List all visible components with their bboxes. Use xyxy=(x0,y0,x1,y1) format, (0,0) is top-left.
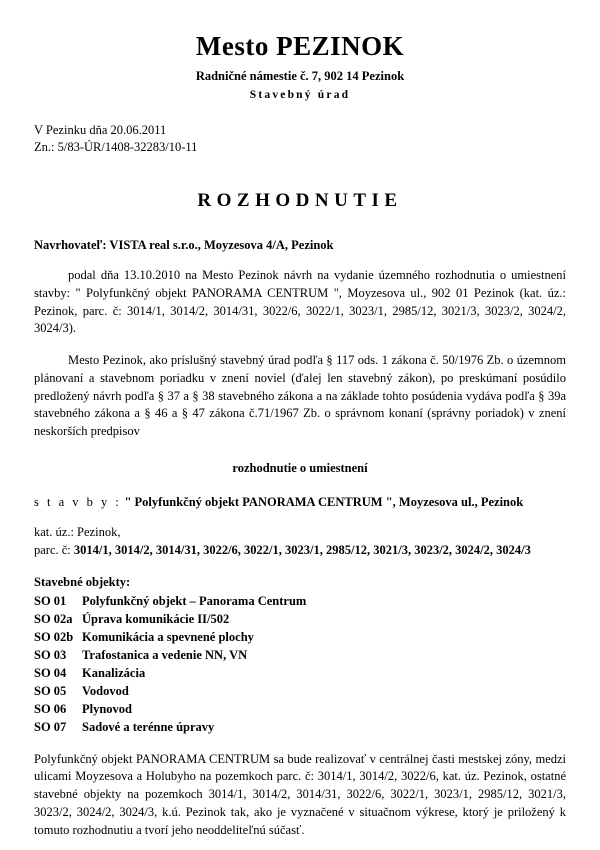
page-title: Mesto PEZINOK xyxy=(195,31,405,61)
list-item xyxy=(34,592,566,610)
list-item xyxy=(34,646,566,664)
paragraph-legal-basis: Mesto Pezinok, ako príslušný stavebný úrad podľa § 117 ods. 1 zákona č. 50/1976 Zb. o územnom plánovaní a stavebnom poriadku v znení noviel (ďalej len stavebný zákon), po preskúmaní posúdilo predložený návrh podľa § 37 a § 38 stavebného zákona a na základe tohto posúdenia vydáva podľa § 39a stavebného zákona a § 46 a § 47 zákona č.71/1967 Zb. o správnom konaní (správny poriadok) v znení neskorších predpisov xyxy=(34,353,566,439)
list-item xyxy=(34,664,566,682)
parcel-label: parc. č: xyxy=(34,542,71,557)
list-item xyxy=(34,682,566,700)
object-code: SO 03 xyxy=(34,647,67,662)
applicant-label: Navrhovateľ: xyxy=(34,238,107,253)
reference-number: Zn.: 5/83-ÚR/1408-32283/10-11 xyxy=(34,140,198,155)
object-name: Vodovod xyxy=(82,684,129,699)
cadastre-label: kat. úz.: Pezinok, xyxy=(34,524,121,539)
document-heading: ROZHODNUTIE xyxy=(197,190,403,212)
object-name: Úprava komunikácie II/502 xyxy=(82,611,230,626)
object-name: Kanalizácia xyxy=(82,666,146,681)
object-code: SO 07 xyxy=(34,720,67,735)
object-code: SO 06 xyxy=(34,702,67,717)
document-meta xyxy=(34,122,566,158)
object-code: SO 01 xyxy=(34,593,67,608)
object-name: Plynovod xyxy=(82,702,133,717)
parcel-value: 3014/1, 3014/2, 3014/31, 3022/6, 3022/1, 3023/1, 2985/12, 3021/3, 3023/2, 3024/2, 3024/3 xyxy=(73,542,531,557)
object-code: SO 02a xyxy=(34,611,73,626)
list-item xyxy=(34,718,566,736)
object-name: Polyfunkčný objekt – Panorama Centrum xyxy=(82,593,307,608)
object-code: SO 02b xyxy=(34,629,74,644)
construction-value: " Polyfunkčný objekt PANORAMA CENTRUM ", Moyzesova ul., Pezinok xyxy=(124,494,524,509)
place-date: V Pezinku dňa 20.06.2011 xyxy=(34,122,167,137)
construction-label: s t a v b y : xyxy=(34,494,122,509)
org-address: Radničné námestie č. 7, 902 14 Pezinok xyxy=(195,68,405,83)
object-name: Komunikácia a spevnené plochy xyxy=(82,629,254,644)
objects-heading: Stavebné objekty: xyxy=(34,575,131,590)
applicant-value: VISTA real s.r.o., Moyzesova 4/A, Pezinok xyxy=(109,238,334,253)
paragraph-location-description: Polyfunkčný objekt PANORAMA CENTRUM sa bude realizovať v centrálnej časti mestskej zóny, medzi ulicami Moyzesova a Holubyho na pozemkoch parc. č: 3014/1, 3014/2, 3022/6, kat. úz. Pezinok, ostatné stavebné objekty na pozemkoch 3014/1, 3014/2, 3014/31, 3022/6, 3022/1, 3023/1, 2985/12, 3021/3, 3023/2, 3024/2, 3024/3, k.ú. Pezinok tak, ako je vyznačené v situačnom výkrese, ktorý je priložený k tomuto rozhodnutiu a tvorí jeho neoddeliteľnú súčasť. xyxy=(34,751,566,837)
list-item xyxy=(34,628,566,646)
paragraph-submission: podal dňa 13.10.2010 na Mesto Pezinok návrh na vydanie územného rozhodnutia o umiestnení stavby: " Polyfunkčný objekt PANORAMA CENTRUM ", Moyzesova ul., 902 01 Pezinok (kat. úz.: Pezinok, parc. č: 3014/1, 3014/2, 3014/31, 3022/6, 3022/1, 3023/1, 2985/12, 3021/3, 3023/2, 3024/2, 3024/3). xyxy=(34,268,566,336)
decision-heading: rozhodnutie o umiestnení xyxy=(232,460,368,475)
list-item xyxy=(34,610,566,628)
parcel-block xyxy=(34,524,566,560)
object-code: SO 05 xyxy=(34,684,67,699)
object-name: Trafostanica a vedenie NN, VN xyxy=(82,647,248,662)
list-item xyxy=(34,700,566,718)
org-department: Stavebný úrad xyxy=(249,88,351,101)
object-code: SO 04 xyxy=(34,666,67,681)
construction-objects-list xyxy=(34,573,566,736)
object-name: Sadové a terénne úpravy xyxy=(82,720,215,735)
applicant-line xyxy=(34,238,566,253)
construction-line xyxy=(34,495,566,510)
